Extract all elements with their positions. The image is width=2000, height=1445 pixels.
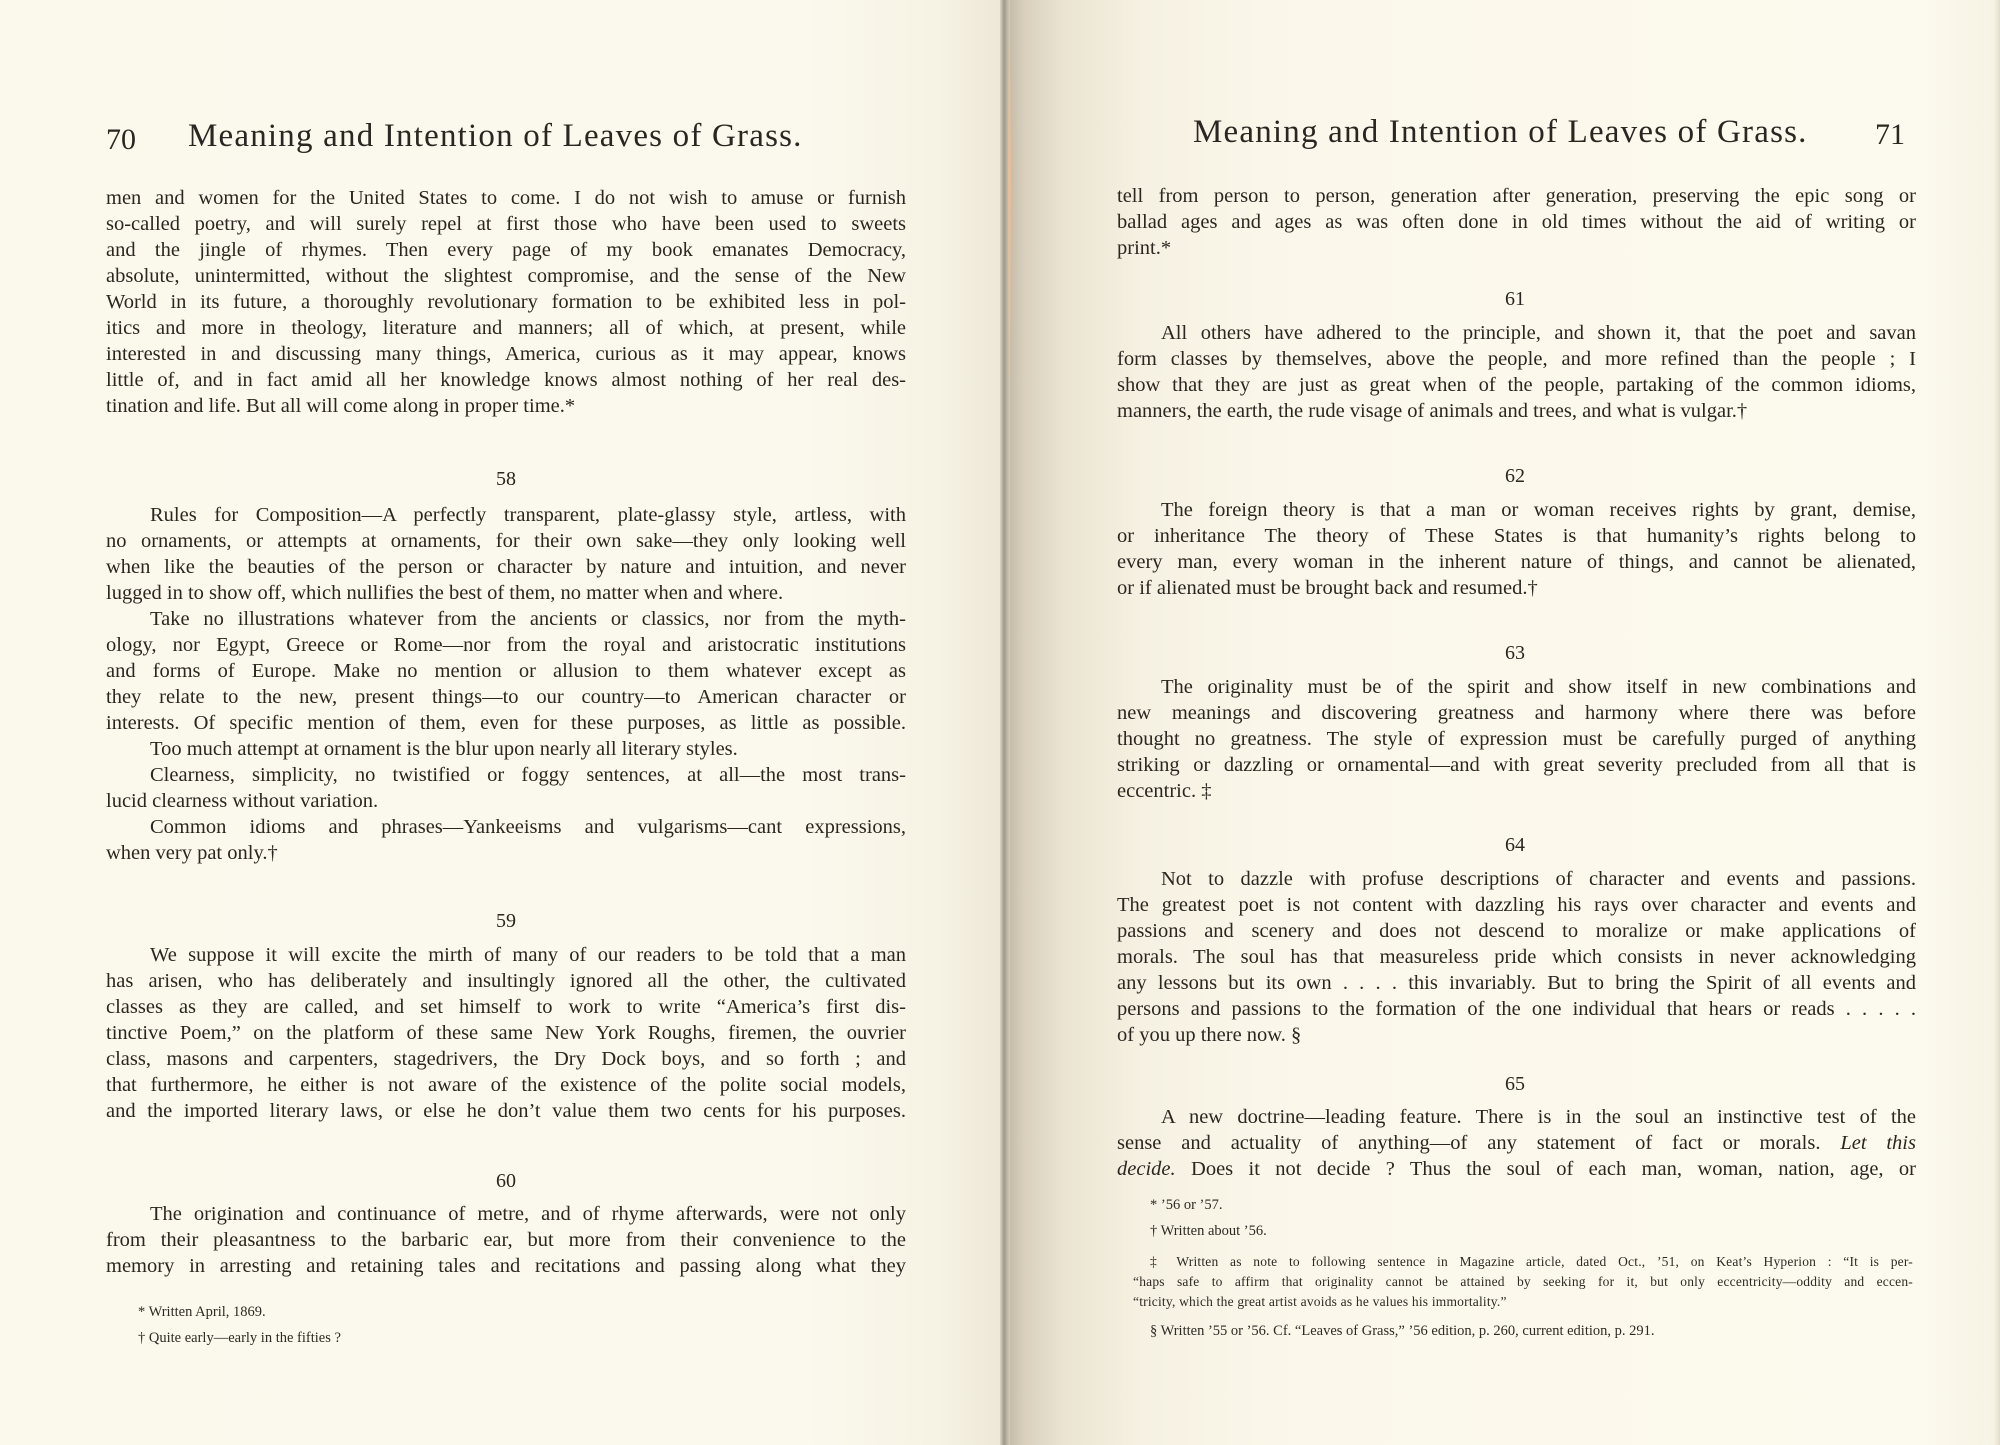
text-line: The originality must be of the spirit and show itself in new combinations and (1161, 676, 1916, 698)
section-number: 60 (496, 1170, 516, 1192)
text-line: World in its future, a thoroughly revolutionary formation to be exhibited less in pol- (106, 291, 906, 313)
section-63 (1117, 674, 1916, 804)
footnote-line: ‡ Written as note to following sentence in Magazine article, dated Oct., ’51, on Keat’s Hyperion : “It is per- (1150, 1254, 1913, 1269)
text-line: ballad ages and ages as was often done in old times without the aid of writing or (1117, 211, 1916, 233)
text-line: lucid clearness without variation. (106, 790, 379, 812)
text-line: Too much attempt at ornament is the blur upon nearly all literary styles. (150, 738, 738, 760)
section-number: 61 (1505, 288, 1525, 310)
footnotes (1150, 1192, 1916, 1252)
text-line: or inheritance The theory of These States is that humanity’s rights belong to (1117, 525, 1916, 547)
text-line: when like the beauties of the person or character by nature and intuition, and never (106, 556, 906, 578)
text-line: morals. The soul has that measureless pride which consists in never acknowledging (1117, 946, 1916, 968)
text-line: lugged in to show off, which nullifies the best of them, no matter when and where. (106, 582, 784, 604)
text-line: Clearness, simplicity, no twistified or foggy sentences, at all—the most trans- (150, 764, 906, 786)
text-line: absolute, unintermitted, without the slightest compromise, and the sense of the New (106, 265, 906, 287)
text-line: show that they are just as great when of the people, partaking of the common idioms, (1117, 374, 1916, 396)
section-number: 63 (1505, 642, 1525, 664)
section-60 (106, 1201, 906, 1279)
text-line: Take no illustrations whatever from the ancients or classics, nor from the myth- (150, 608, 906, 630)
text-segment: sense and actuality of anything—of any statement of fact or morals. (1117, 1132, 1821, 1154)
text-line: eccentric. ‡ (1117, 780, 1212, 802)
text-line: Not to dazzle with profuse descriptions of character and events and passions. (1161, 868, 1916, 890)
continuation-paragraph (1117, 183, 1916, 261)
text-line: Common idioms and phrases—Yankeeisms and vulgarisms—cant expressions, (150, 816, 906, 838)
text-line: when very pat only.† (106, 842, 278, 864)
text-line: thought no greatness. The style of expression must be carefully purged of anything (1117, 728, 1916, 750)
section-61 (1117, 320, 1916, 424)
text-line: Rules for Composition—A perfectly transparent, plate-glassy style, artless, with (150, 504, 906, 526)
text-line: interests. Of specific mention of them, even for these purposes, as little as possible. (106, 712, 906, 734)
page-number: 71 (1875, 118, 1905, 151)
text-line: interested in and discussing many things, America, curious as it may appear, knows (106, 343, 906, 365)
text-line: and the jingle of rhymes. Then every page of my book emanates Democracy, (106, 239, 906, 261)
text-line: they relate to the new, present things—to our country—to American character or (106, 686, 906, 708)
running-head: Meaning and Intention of Leaves of Grass. (1193, 114, 1808, 150)
italic-phrase: Let this (1840, 1132, 1916, 1154)
text-line: passions and scenery and does not descend to moralize or make applications of (1117, 920, 1916, 942)
text-line: so-called poetry, and will surely repel at first those who have been used to sweets (106, 213, 906, 235)
text-line: men and women for the United States to come. I do not wish to amuse or furnish (106, 187, 906, 209)
text-line: class, masons and carpenters, stagedrivers, the Dry Dock boys, and so forth ; and (106, 1048, 906, 1070)
footnote-section (1150, 1318, 1910, 1344)
section-58 (106, 502, 906, 866)
text-line (1117, 1156, 1916, 1182)
footnote: * ’56 or ’57. (1150, 1197, 1223, 1213)
text-line: new meanings and discovering greatness and harmony where there was before (1117, 702, 1916, 724)
footnote-line: “tricity, which the great artist avoids as he values his immortality.” (1133, 1294, 1507, 1309)
text-line: little of, and in fact amid all her knowledge knows almost nothing of her real des- (106, 369, 906, 391)
footnote-keats (1133, 1252, 1913, 1312)
right-page (1004, 0, 2000, 1445)
text-line: memory in arresting and retaining tales and recitations and passing along what they (106, 1255, 906, 1277)
running-head: Meaning and Intention of Leaves of Grass. (188, 118, 803, 154)
text-line: no ornaments, or attempts at ornaments, for their own sake—they only looking well (106, 530, 906, 552)
text-line: itics and more in theology, literature and manners; all of which, at present, while (106, 317, 906, 339)
text-line: form classes by themselves, above the people, and more refined than the people ; I (1117, 348, 1916, 370)
section-64 (1117, 866, 1916, 1048)
text-line: tinctive Poem,” on the platform of these same New York Roughs, firemen, the ouvrier (106, 1022, 906, 1044)
text-line: from their pleasantness to the barbaric ear, but more from their convenience to the (106, 1229, 906, 1251)
text-line: A new doctrine—leading feature. There is in the soul an instinctive test of the (1161, 1106, 1916, 1128)
text-line: ology, nor Egypt, Greece or Rome—nor from the royal and aristocratic institutions (106, 634, 906, 656)
text-line: has arisen, who has deliberately and insultingly ignored all the other, the cultivated (106, 970, 906, 992)
text-line: All others have adhered to the principle, and shown it, that the poet and savan (1161, 322, 1916, 344)
italic-phrase: decide. (1117, 1158, 1176, 1180)
text-line: and the imported literary laws, or else he don’t value them two cents for his purposes. (106, 1100, 906, 1122)
section-number: 65 (1505, 1073, 1525, 1095)
text-line: manners, the earth, the rude visage of animals and trees, and what is vulgar.† (1117, 400, 1748, 422)
text-line: that furthermore, he either is not aware of the existence of the polite social models, (106, 1074, 906, 1096)
continuation-paragraph (106, 185, 906, 419)
text-line: The foreign theory is that a man or woman receives rights by grant, demise, (1161, 499, 1916, 521)
text-line: or if alienated must be brought back and resumed.† (1117, 577, 1538, 599)
text-segment: Does it not decide ? Thus the soul of each man, woman, nation, age, or (1191, 1158, 1917, 1180)
footnote: † Written about ’56. (1150, 1223, 1267, 1239)
section-59 (106, 942, 906, 1124)
text-line: persons and passions to the formation of the one individual that hears or reads . . . . . (1117, 998, 1916, 1020)
text-line: of you up there now. § (1117, 1024, 1302, 1046)
text-line: The origination and continuance of metre, and of rhyme afterwards, were not only (150, 1203, 906, 1225)
section-number: 62 (1505, 465, 1525, 487)
text-line: The greatest poet is not content with dazzling his rays over character and events and (1117, 894, 1916, 916)
text-line: and forms of Europe. Make no mention or allusion to them whatever except as (106, 660, 906, 682)
text-line: every man, every woman in the inherent nature of things, and cannot be alienated, (1117, 551, 1916, 573)
text-line: any lessons but its own . . . . this invariably. But to bring the Spirit of all events and (1117, 972, 1916, 994)
text-line: striking or dazzling or ornamental—and with great severity precluded from all that is (1117, 754, 1916, 776)
text-line: tell from person to person, generation after generation, preserving the epic song or (1117, 185, 1916, 207)
section-65 (1117, 1104, 1916, 1182)
gutter-crease (1008, 40, 1011, 380)
text-line: tination and life. But all will come along in proper time.* (106, 395, 576, 417)
footnote-line: “haps safe to affirm that originality cannot be attained by seeking for it, but only eccentricity—oddity and eccen- (1133, 1274, 1913, 1289)
footnotes (138, 1299, 738, 1351)
footnote: * Written April, 1869. (138, 1304, 266, 1320)
footnote: † Quite early—early in the fifties ? (138, 1330, 341, 1346)
page-number: 70 (106, 123, 136, 156)
text-line: print.* (1117, 237, 1172, 259)
section-number: 59 (496, 910, 516, 932)
section-62 (1117, 497, 1916, 601)
section-number: 64 (1505, 834, 1525, 856)
footnote: § Written ’55 or ’56. Cf. “Leaves of Grass,” ’56 edition, p. 260, current edition, p. 291. (1150, 1323, 1655, 1339)
text-line: We suppose it will excite the mirth of many of our readers to be told that a man (150, 944, 906, 966)
text-line: classes as they are called, and set himself to work to write “America’s first dis- (106, 996, 906, 1018)
section-number: 58 (496, 468, 516, 490)
text-line (1117, 1130, 1916, 1156)
